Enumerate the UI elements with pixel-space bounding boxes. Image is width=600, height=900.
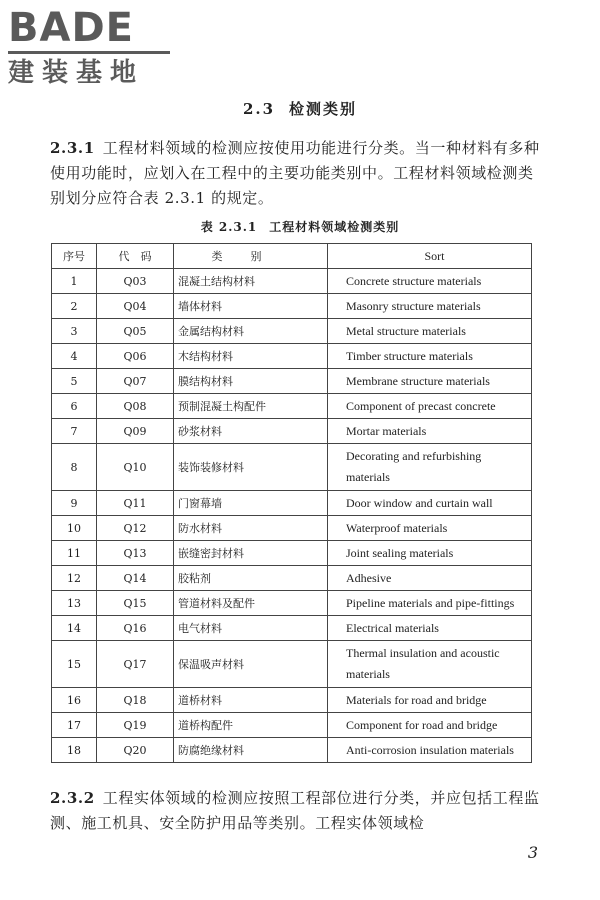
table-row: [52, 516, 532, 541]
cell-category: 电气材料: [174, 616, 328, 641]
section-heading: [0, 98, 600, 119]
table-row: [52, 419, 532, 444]
table-row: [52, 319, 532, 344]
cell-sort: Thermal insulation and acoustic materials: [328, 641, 532, 688]
table-row: [52, 541, 532, 566]
cell-code: Q03: [97, 269, 174, 294]
table-row: [52, 688, 532, 713]
cell-category: 预制混凝土构配件: [174, 394, 328, 419]
table-row: [52, 394, 532, 419]
cell-sort: Materials for road and bridge: [328, 688, 532, 713]
inspection-category-table: [51, 243, 532, 763]
table-row: [52, 444, 532, 491]
table-row: [52, 491, 532, 516]
logo-chinese-text: 建装基地: [8, 58, 145, 88]
cell-code: Q06: [97, 344, 174, 369]
table-row: [52, 591, 532, 616]
cell-no: 13: [52, 591, 97, 616]
table-row: [52, 369, 532, 394]
cell-sort: Membrane structure materials: [328, 369, 532, 394]
cell-code: Q13: [97, 541, 174, 566]
cell-category: 道桥材料: [174, 688, 328, 713]
cell-sort: Waterproof materials: [328, 516, 532, 541]
cell-code: Q15: [97, 591, 174, 616]
cell-no: 18: [52, 738, 97, 763]
clause-2-3-2: [50, 786, 545, 836]
cell-sort: Component for road and bridge: [328, 713, 532, 738]
cell-no: 3: [52, 319, 97, 344]
table-body: [52, 269, 532, 763]
cell-sort: Concrete structure materials: [328, 269, 532, 294]
cell-code: Q12: [97, 516, 174, 541]
cell-code: Q16: [97, 616, 174, 641]
cell-category: 保温吸声材料: [174, 641, 328, 688]
cell-sort: Anti-corrosion insulation materials: [328, 738, 532, 763]
cell-sort: Masonry structure materials: [328, 294, 532, 319]
table-row: [52, 269, 532, 294]
cell-sort: Joint sealing materials: [328, 541, 532, 566]
header-sort: Sort: [328, 244, 532, 269]
clause-number: 2.3.2: [50, 789, 95, 807]
cell-sort: Mortar materials: [328, 419, 532, 444]
page-number: 3: [527, 843, 538, 862]
cell-category: 金属结构材料: [174, 319, 328, 344]
cell-code: Q10: [97, 444, 174, 491]
cell-no: 17: [52, 713, 97, 738]
cell-code: Q19: [97, 713, 174, 738]
table-row: [52, 616, 532, 641]
cell-no: 10: [52, 516, 97, 541]
cell-sort: Timber structure materials: [328, 344, 532, 369]
cell-category: 装饰装修材料: [174, 444, 328, 491]
cell-no: 5: [52, 369, 97, 394]
logo-rule: [8, 51, 170, 54]
cell-no: 15: [52, 641, 97, 688]
cell-no: 4: [52, 344, 97, 369]
cell-category: 胶粘剂: [174, 566, 328, 591]
cell-sort: Component of precast concrete: [328, 394, 532, 419]
cell-code: Q17: [97, 641, 174, 688]
cell-code: Q18: [97, 688, 174, 713]
cell-sort: Decorating and refurbishing materials: [328, 444, 532, 491]
cell-category: 木结构材料: [174, 344, 328, 369]
cell-sort: Door window and curtain wall: [328, 491, 532, 516]
cell-no: 8: [52, 444, 97, 491]
cell-category: 砂浆材料: [174, 419, 328, 444]
cell-code: Q09: [97, 419, 174, 444]
cell-code: Q07: [97, 369, 174, 394]
cell-no: 9: [52, 491, 97, 516]
cell-code: Q04: [97, 294, 174, 319]
table-row: [52, 713, 532, 738]
table-caption-title: 工程材料领域检测类别: [269, 220, 400, 234]
table-row: [52, 738, 532, 763]
header-code: 代 码: [97, 244, 174, 269]
cell-no: 12: [52, 566, 97, 591]
cell-sort: Pipeline materials and pipe-fittings: [328, 591, 532, 616]
clause-text: 工程材料领域的检测应按使用功能进行分类。当一种材料有多种使用功能时，应划入在工程中的主要功能类别中。工程材料领域检测类别划分应符合表 2.3.1 的规定。: [50, 139, 540, 207]
cell-category: 管道材料及配件: [174, 591, 328, 616]
table-row: [52, 641, 532, 688]
cell-no: 2: [52, 294, 97, 319]
table-header-row: [52, 244, 532, 269]
table-caption-id: 表 2.3.1: [200, 220, 258, 234]
cell-category: 道桥构配件: [174, 713, 328, 738]
cell-no: 6: [52, 394, 97, 419]
header-category: 类别: [174, 244, 328, 269]
clause-text: 工程实体领域的检测应按照工程部位进行分类，并应包括工程监测、施工机具、安全防护用品等类别。工程实体领域检: [50, 789, 540, 832]
clause-2-3-1: [50, 136, 545, 211]
cell-category: 混凝土结构材料: [174, 269, 328, 294]
cell-code: Q11: [97, 491, 174, 516]
cell-code: Q14: [97, 566, 174, 591]
cell-no: 7: [52, 419, 97, 444]
cell-sort: Metal structure materials: [328, 319, 532, 344]
header-no: 序号: [52, 244, 97, 269]
section-number: 2.3: [242, 100, 276, 118]
table-caption: [0, 218, 600, 235]
cell-category: 嵌缝密封材料: [174, 541, 328, 566]
bade-logo: [8, 6, 178, 90]
cell-no: 14: [52, 616, 97, 641]
cell-no: 1: [52, 269, 97, 294]
cell-category: 墙体材料: [174, 294, 328, 319]
cell-category: 防水材料: [174, 516, 328, 541]
table-row: [52, 294, 532, 319]
cell-category: 膜结构材料: [174, 369, 328, 394]
cell-sort: Adhesive: [328, 566, 532, 591]
section-title-text: 检测类别: [289, 100, 358, 118]
cell-code: Q20: [97, 738, 174, 763]
cell-no: 11: [52, 541, 97, 566]
cell-category: 防腐绝缘材料: [174, 738, 328, 763]
table-row: [52, 344, 532, 369]
cell-code: Q08: [97, 394, 174, 419]
cell-code: Q05: [97, 319, 174, 344]
cell-no: 16: [52, 688, 97, 713]
cell-sort: Electrical materials: [328, 616, 532, 641]
table-row: [52, 566, 532, 591]
clause-number: 2.3.1: [50, 139, 95, 157]
logo-wordmark: BADE: [8, 5, 134, 51]
cell-category: 门窗幕墙: [174, 491, 328, 516]
